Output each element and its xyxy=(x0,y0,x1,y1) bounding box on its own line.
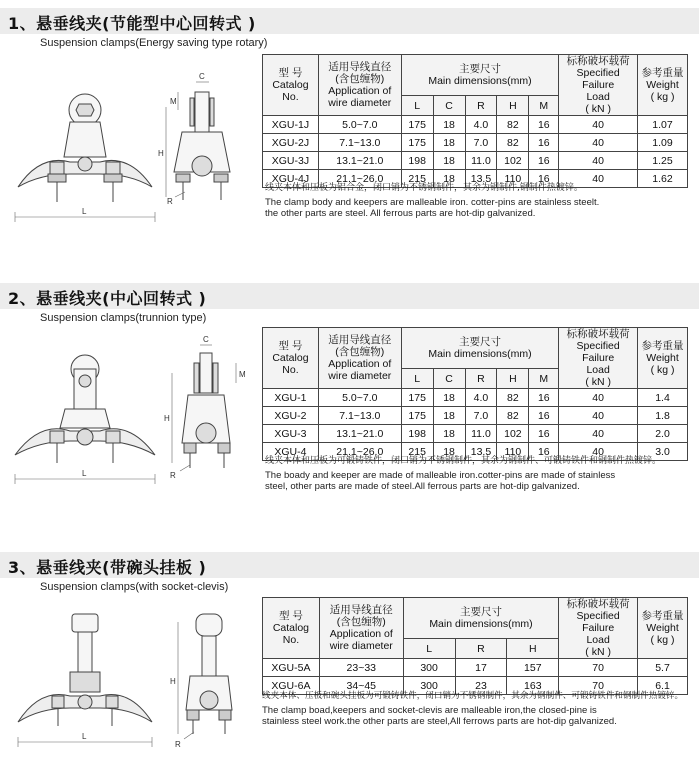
section-subtitle: Suspension clamps(with socket-clevis) xyxy=(40,581,229,593)
table-cell: 13.1~21.0 xyxy=(318,425,401,443)
table-cell: XGU-2 xyxy=(263,407,319,425)
table-row xyxy=(263,116,688,134)
table-cell: 198 xyxy=(401,152,433,170)
table-cell: 102 xyxy=(497,425,529,443)
table-cell: 18 xyxy=(433,134,465,152)
table-cell: 5.0~7.0 xyxy=(318,389,401,407)
side-view xyxy=(174,92,230,200)
front-view xyxy=(18,94,152,202)
table-cell: XGU-4 xyxy=(263,443,319,461)
spec-table xyxy=(262,327,688,461)
section-subtitle: Suspension clamps(Energy saving type rotary) xyxy=(40,37,268,49)
table-cell: 82 xyxy=(497,134,529,152)
header-text: 标称破坏载荷 xyxy=(566,328,630,340)
header-text: ( kN ) xyxy=(585,646,611,658)
header-text: Application of xyxy=(328,358,392,370)
side-view xyxy=(186,614,232,734)
header-col-h: H xyxy=(507,639,559,659)
header-text: Main dimensions(mm) xyxy=(428,348,532,361)
spec-table xyxy=(262,597,688,695)
header-text: Catalog xyxy=(272,79,309,91)
header-text: wire diameter xyxy=(328,370,392,382)
table-cell: 82 xyxy=(497,389,529,407)
header-weight xyxy=(638,55,688,116)
header-text: 型 号 xyxy=(278,610,303,622)
table-cell: 40 xyxy=(559,407,638,425)
table-cell: 16 xyxy=(529,425,559,443)
header-text: Specified Failure xyxy=(576,67,620,91)
header-weight xyxy=(638,328,688,389)
note-cn: 线夹本体、压板和碗头挂板为可锻铸铁件，闭口销为不锈钢制件，其余为钢制件、可锻铸铁件和钢制件热镀锌。 xyxy=(262,691,684,701)
header-text: Catalog xyxy=(272,622,310,634)
header-col-r: R xyxy=(455,639,507,659)
dim-label-m: M xyxy=(239,370,246,379)
header-failure-load xyxy=(559,598,638,659)
note-en-line-2: steel, other parts are made of steel.All ferrous parts are hot-dip galvanized. xyxy=(265,481,580,492)
clamp-drawing xyxy=(10,604,255,774)
table-cell: 82 xyxy=(497,407,529,425)
table-cell: 3.0 xyxy=(638,443,688,461)
header-col-h: H xyxy=(497,96,529,116)
header-wire-diameter xyxy=(318,55,401,116)
table-cell: 175 xyxy=(401,116,433,134)
header-text: 标称破坏载荷 xyxy=(566,598,630,610)
dim-label-m: M xyxy=(170,97,177,106)
header-text: Weight xyxy=(646,79,679,91)
header-text: Application of xyxy=(328,85,392,97)
header-text: (含包缠物) xyxy=(336,616,386,628)
header-main-dimensions xyxy=(401,328,559,369)
dim-label-c: C xyxy=(203,335,209,344)
header-text: Application of xyxy=(329,628,393,640)
table-cell: 23 xyxy=(455,677,507,695)
table-cell: 175 xyxy=(401,389,433,407)
header-text: Main dimensions(mm) xyxy=(429,618,533,631)
note-en-line-1: The boady and keeper are made of malleable iron.cotter-pins are made of stainless xyxy=(265,470,616,481)
table-cell: 18 xyxy=(433,407,465,425)
header-col-m: M xyxy=(529,369,559,389)
dim-label-l: L xyxy=(82,732,87,741)
table-cell: 13.5 xyxy=(465,443,497,461)
table-cell: XGU-6A xyxy=(263,677,320,695)
header-failure-load xyxy=(559,55,638,116)
table-cell: 1.07 xyxy=(638,116,688,134)
table-cell: 16 xyxy=(529,170,559,188)
table-cell: 1.62 xyxy=(638,170,688,188)
clamp-drawing xyxy=(10,333,255,503)
dim-label-l: L xyxy=(82,207,87,216)
table-cell: 13.5 xyxy=(465,170,497,188)
header-col-h: H xyxy=(497,369,529,389)
section-header xyxy=(0,8,699,34)
spec-table xyxy=(262,54,688,188)
table-cell: 102 xyxy=(497,152,529,170)
header-text: Load xyxy=(586,91,610,103)
table-cell: 40 xyxy=(559,152,638,170)
header-catalog xyxy=(263,55,319,116)
header-main-dimensions xyxy=(401,55,559,96)
table-cell: 21.1~26.0 xyxy=(318,170,401,188)
table-cell: XGU-5A xyxy=(263,659,320,677)
table-cell: 21.1~26.0 xyxy=(318,443,401,461)
section-1 xyxy=(0,8,699,238)
table-cell: 18 xyxy=(433,116,465,134)
table-cell: 11.0 xyxy=(465,425,497,443)
header-col-c: C xyxy=(433,96,465,116)
dim-label-c: C xyxy=(199,72,205,81)
header-text: No. xyxy=(282,364,299,376)
table-cell: 70 xyxy=(559,677,638,695)
table-cell: 70 xyxy=(559,659,638,677)
header-main-dimensions xyxy=(403,598,559,639)
table-cell: 1.25 xyxy=(638,152,688,170)
table-cell: XGU-3 xyxy=(263,425,319,443)
table-row xyxy=(263,659,688,677)
table-cell: 215 xyxy=(401,170,433,188)
material-note xyxy=(262,691,698,727)
dim-label-r: R xyxy=(170,471,176,480)
table-cell: 1.8 xyxy=(638,407,688,425)
table-cell: 1.4 xyxy=(638,389,688,407)
table-cell: XGU-3J xyxy=(263,152,319,170)
table-cell: XGU-2J xyxy=(263,134,319,152)
table-cell: 215 xyxy=(401,443,433,461)
dim-label-r: R xyxy=(175,740,181,749)
header-text: wire diameter xyxy=(329,640,393,652)
header-failure-load xyxy=(559,328,638,389)
dim-label-h: H xyxy=(170,677,176,686)
note-cn: 线夹本体和压板为可锻铸铁件，闭口销为不锈钢制件，其余为钢制件、可锻铸铁件和钢制件热镀锌。 xyxy=(265,456,662,466)
front-view xyxy=(15,355,155,463)
section-title: 2、悬垂线夹(中心回转式 ) xyxy=(8,289,207,308)
header-catalog xyxy=(263,328,319,389)
dim-label-h: H xyxy=(164,414,170,423)
table-cell: 110 xyxy=(497,170,529,188)
header-text: (含包缠物) xyxy=(335,73,385,85)
table-cell: 18 xyxy=(433,443,465,461)
header-col-r: R xyxy=(465,96,497,116)
header-text: 适用导线直径 xyxy=(328,61,392,73)
table-cell: 163 xyxy=(507,677,559,695)
header-col-m: M xyxy=(529,96,559,116)
table-cell: 157 xyxy=(507,659,559,677)
section-header xyxy=(0,552,699,578)
table-row xyxy=(263,425,688,443)
header-col-c: C xyxy=(433,369,465,389)
table-cell: 175 xyxy=(401,407,433,425)
header-text: Specified Failure xyxy=(576,610,620,634)
table-cell: 7.0 xyxy=(465,407,497,425)
header-text: ( kg ) xyxy=(650,364,675,376)
note-cn: 线夹本体和压板为铝合金，闭口销为不锈钢制件，其余为钢制件,钢制件热镀锌。 xyxy=(265,183,583,193)
header-text: wire diameter xyxy=(328,97,392,109)
note-en-line-2: stainless steel work.the other parts are steel,All ferrows parts are hot-dip galvanized. xyxy=(262,716,617,727)
table-cell: 18 xyxy=(433,389,465,407)
table-cell: 110 xyxy=(497,443,529,461)
table-cell: XGU-1 xyxy=(263,389,319,407)
table-cell: 16 xyxy=(529,152,559,170)
table-cell: 17 xyxy=(455,659,507,677)
material-note xyxy=(265,183,695,219)
table-row xyxy=(263,389,688,407)
table-cell: 1.09 xyxy=(638,134,688,152)
table-cell: 4.0 xyxy=(465,116,497,134)
table-cell: 23~33 xyxy=(319,659,403,677)
header-weight xyxy=(638,598,688,659)
table-cell: 18 xyxy=(433,152,465,170)
table-cell: 5.0~7.0 xyxy=(318,116,401,134)
header-col-l: L xyxy=(403,639,455,659)
header-text: Main dimensions(mm) xyxy=(428,75,532,88)
header-col-l: L xyxy=(401,96,433,116)
table-cell: 40 xyxy=(559,134,638,152)
header-text: 主要尺寸 xyxy=(458,63,501,76)
table-cell: 300 xyxy=(403,677,455,695)
table-cell: 13.1~21.0 xyxy=(318,152,401,170)
table-cell: 34~45 xyxy=(319,677,403,695)
section-title: 1、悬垂线夹(节能型中心回转式 ) xyxy=(8,14,256,33)
table-cell: 16 xyxy=(529,389,559,407)
table-cell: 175 xyxy=(401,134,433,152)
clamp-drawing xyxy=(10,62,255,232)
table-cell: 40 xyxy=(559,389,638,407)
front-view xyxy=(18,614,152,726)
table-cell: 82 xyxy=(497,116,529,134)
header-text: 适用导线直径 xyxy=(329,604,393,616)
table-cell: 16 xyxy=(529,443,559,461)
note-en-line-1: The clamp boad,keepers and socket-clevis are malleable iron,the closed-pine is xyxy=(262,705,597,716)
header-text: No. xyxy=(282,634,300,646)
table-row xyxy=(263,407,688,425)
side-view xyxy=(182,353,230,468)
table-cell: 18 xyxy=(433,170,465,188)
table-cell: 7.0 xyxy=(465,134,497,152)
table-cell: 11.0 xyxy=(465,152,497,170)
header-text: 型 号 xyxy=(278,67,303,79)
table-cell: 40 xyxy=(559,170,638,188)
header-text: 主要尺寸 xyxy=(458,336,501,349)
table-row xyxy=(263,152,688,170)
section-subtitle: Suspension clamps(trunnion type) xyxy=(40,312,207,324)
material-note xyxy=(265,456,695,492)
header-text: Load xyxy=(586,364,610,376)
header-text: Catalog xyxy=(272,352,309,364)
table-cell: 198 xyxy=(401,425,433,443)
header-text: ( kN ) xyxy=(585,376,611,388)
section-3 xyxy=(0,552,699,752)
table-cell: 7.1~13.0 xyxy=(318,407,401,425)
header-text: Specified Failure xyxy=(576,340,620,364)
header-text: Weight xyxy=(646,622,679,634)
header-wire-diameter xyxy=(319,598,403,659)
header-text: 主要尺寸 xyxy=(459,606,502,619)
header-text: ( kN ) xyxy=(585,103,611,115)
header-text: 参考重量 xyxy=(641,340,684,352)
section-title: 3、悬垂线夹(带碗头挂板 ) xyxy=(8,558,207,577)
table-cell: XGU-1J xyxy=(263,116,319,134)
table-cell: 7.1~13.0 xyxy=(318,134,401,152)
dim-label-l: L xyxy=(82,469,87,478)
header-text: ( kg ) xyxy=(650,634,675,646)
dim-label-h: H xyxy=(158,149,164,158)
note-en-line-2: the other parts are steel. All ferrous parts are hot-dip galvanized. xyxy=(265,208,536,219)
header-col-l: L xyxy=(401,369,433,389)
table-cell: 16 xyxy=(529,407,559,425)
header-text: ( kg ) xyxy=(650,91,675,103)
table-cell: 40 xyxy=(559,443,638,461)
table-cell: 16 xyxy=(529,116,559,134)
table-cell: 300 xyxy=(403,659,455,677)
table-row xyxy=(263,134,688,152)
dim-label-r: R xyxy=(167,197,173,206)
table-cell: 2.0 xyxy=(638,425,688,443)
section-header xyxy=(0,283,699,309)
section-2 xyxy=(0,283,699,513)
header-text: 参考重量 xyxy=(641,67,684,79)
header-text: 标称破坏载荷 xyxy=(566,55,630,67)
header-text: (含包缠物) xyxy=(335,346,385,358)
table-cell: 4.0 xyxy=(465,389,497,407)
header-text: Weight xyxy=(646,352,679,364)
note-en-line-1: The clamp body and keepers are malleable iron. cotter-pins are stainless steelt. xyxy=(265,197,600,208)
table-cell: 40 xyxy=(559,425,638,443)
table-cell: 5.7 xyxy=(638,659,688,677)
header-catalog xyxy=(263,598,320,659)
header-text: 适用导线直径 xyxy=(328,334,392,346)
table-cell: XGU-4J xyxy=(263,170,319,188)
header-text: 型 号 xyxy=(278,340,303,352)
table-cell: 40 xyxy=(559,116,638,134)
header-text: Load xyxy=(586,634,610,646)
header-text: No. xyxy=(282,91,299,103)
table-cell: 16 xyxy=(529,134,559,152)
header-text: 参考重量 xyxy=(641,610,684,622)
table-cell: 6.1 xyxy=(638,677,688,695)
table-cell: 18 xyxy=(433,425,465,443)
header-col-r: R xyxy=(465,369,497,389)
header-wire-diameter xyxy=(318,328,401,389)
